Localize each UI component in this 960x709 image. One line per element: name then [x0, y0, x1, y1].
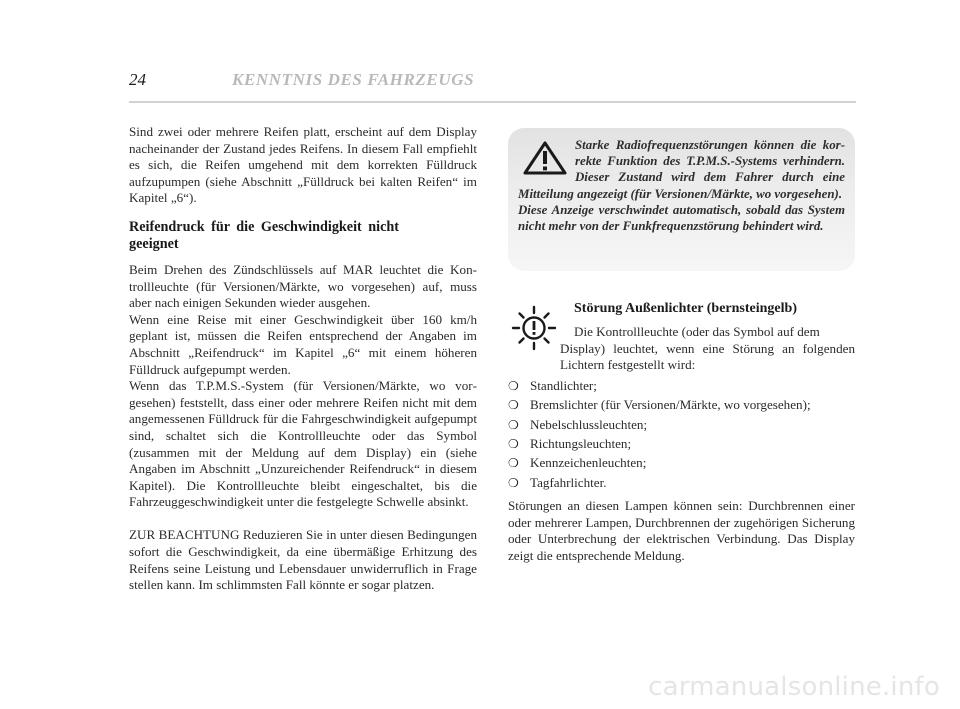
bullet-marker: ❍	[508, 475, 519, 490]
list-item-text: Bremslichter (für Versionen/Märkte, wo vorgesehen);	[530, 397, 811, 413]
paragraph-tpms: Wenn das T.P.M.S.-System (für Versionen/Märkte, wo vorgesehen) feststellt, dass einer oder mehrere Reifen nicht mit dem angemessenen Fülldruck für die Fahrgeschwindigkeit aufgepumpt sind, schaltet sich die Kontrollleuchte oder das Symbol (zusammen mit der Meldung auf dem Display) ein (siehe Angaben im Abschnitt „Unzureichender Reifendruck“ in diesem Kapitel). Die Kontrollleuchte bleibt eingeschaltet, bis die Fahrzeuggeschwindigkeit unter die festgelegte Schwelle absinkt.	[129, 378, 477, 510]
list-item	[508, 395, 855, 414]
paragraph-ignition: Beim Drehen des Zündschlüssels auf MAR leuchtet die Kontrollleuchte (für Versionen/Märkte, wo vorgesehen) auf, muss aber nach einigen Sekunden wieder ausgehen.	[129, 261, 477, 311]
bullet-marker: ❍	[508, 378, 519, 393]
list-item	[508, 415, 855, 434]
list-item-text: Kennzeichenleuchten;	[530, 455, 647, 471]
lights-intro-rest: Display) leuchtet, wenn eine Störung an folgenden Lichtern festgestellt wird:	[560, 340, 855, 373]
bullet-marker: ❍	[508, 456, 519, 471]
list-item-text: Standlichter;	[530, 377, 597, 393]
list-item	[508, 376, 855, 395]
header-rule	[129, 101, 856, 103]
list-item-text: Richtungsleuchten;	[530, 435, 632, 451]
list-item-text: Tagfahrlichter.	[530, 474, 607, 490]
list-item-text: Nebelschlussleuchten;	[530, 416, 648, 432]
page-number: 24	[129, 70, 146, 89]
intro-paragraph: Sind zwei oder mehrere Reifen platt, erscheint auf dem Display nacheinander der Zustand jedes Reifens. In diesem Fall empfiehlt es sich, die Reifen umgehend mit dem korrekten Fülldruck aufzupumpen (siehe Abschnitt „Fülldruck bei kalten Reifen“ im Kapitel „6“).	[129, 124, 477, 206]
list-item	[508, 473, 855, 492]
right-column	[508, 301, 855, 565]
lights-intro-line1: Die Kontrollleuchte (oder das Symbol auf dem	[574, 324, 820, 339]
lights-outro: Störungen an diesen Lampen können sein: Durchbrennen einer oder mehrerer Lampen, Durchbrennen der zugehörigen Sicherung oder Unterbrechung der elektrischen Verbindung. Das Display zeigt die entsprechende Meldung.	[508, 498, 855, 563]
warning-triangle-icon	[523, 141, 567, 175]
bullet-marker: ❍	[508, 398, 519, 413]
chapter-title: KENNTNIS DES FAHRZEUGS	[232, 70, 475, 89]
warning-text: Starke Radiofrequenzstörungen können die korrekte Funktion des T.P.M.S.-Systems verhindern. Dieser Zustand wird dem Fahrer durch eine Mitteilung angezeigt (für Versionen/Märkte, wo vorgesehen).	[518, 138, 845, 201]
warning-box	[508, 128, 855, 271]
list-item	[508, 453, 855, 472]
warning-text-2: Diese Anzeige verschwindet automatisch, sobald das System nicht mehr von der Funkfrequenzstörung behindert wird.	[518, 202, 845, 234]
paragraph-speed: Wenn eine Reise mit einer Geschwindigkeit über 160 km/h geplant ist, müssen die Reifen entsprechend der Angaben im Abschnitt „Reifendruck“ im Kapitel „6“ mit einem höheren Fülldruck aufgepumpt werden.	[129, 311, 477, 377]
watermark-link[interactable]: carmanualsonline.info	[648, 672, 940, 702]
lights-list	[508, 376, 855, 492]
list-item	[508, 434, 855, 453]
section-heading: Reifendruck für die Geschwindigkeit nicht geeignet	[129, 218, 399, 252]
caution-note: ZUR BEACHTUNG Reduzieren Sie in unter diesen Bedingungen sofort die Geschwindigkeit, da eine übermäßige Erhitzung des Reifens seine Leistung und Lebensdauer unwiderruflich in Frage stellen kann. Im schlimmsten Fall könnte er sogar platzen.	[129, 527, 477, 593]
left-column	[129, 124, 477, 594]
bullet-marker: ❍	[508, 436, 519, 451]
lights-heading: Störung Außenlichter (bernsteingelb)	[574, 301, 797, 316]
bullet-marker: ❍	[508, 417, 519, 432]
lights-intro	[508, 324, 855, 374]
